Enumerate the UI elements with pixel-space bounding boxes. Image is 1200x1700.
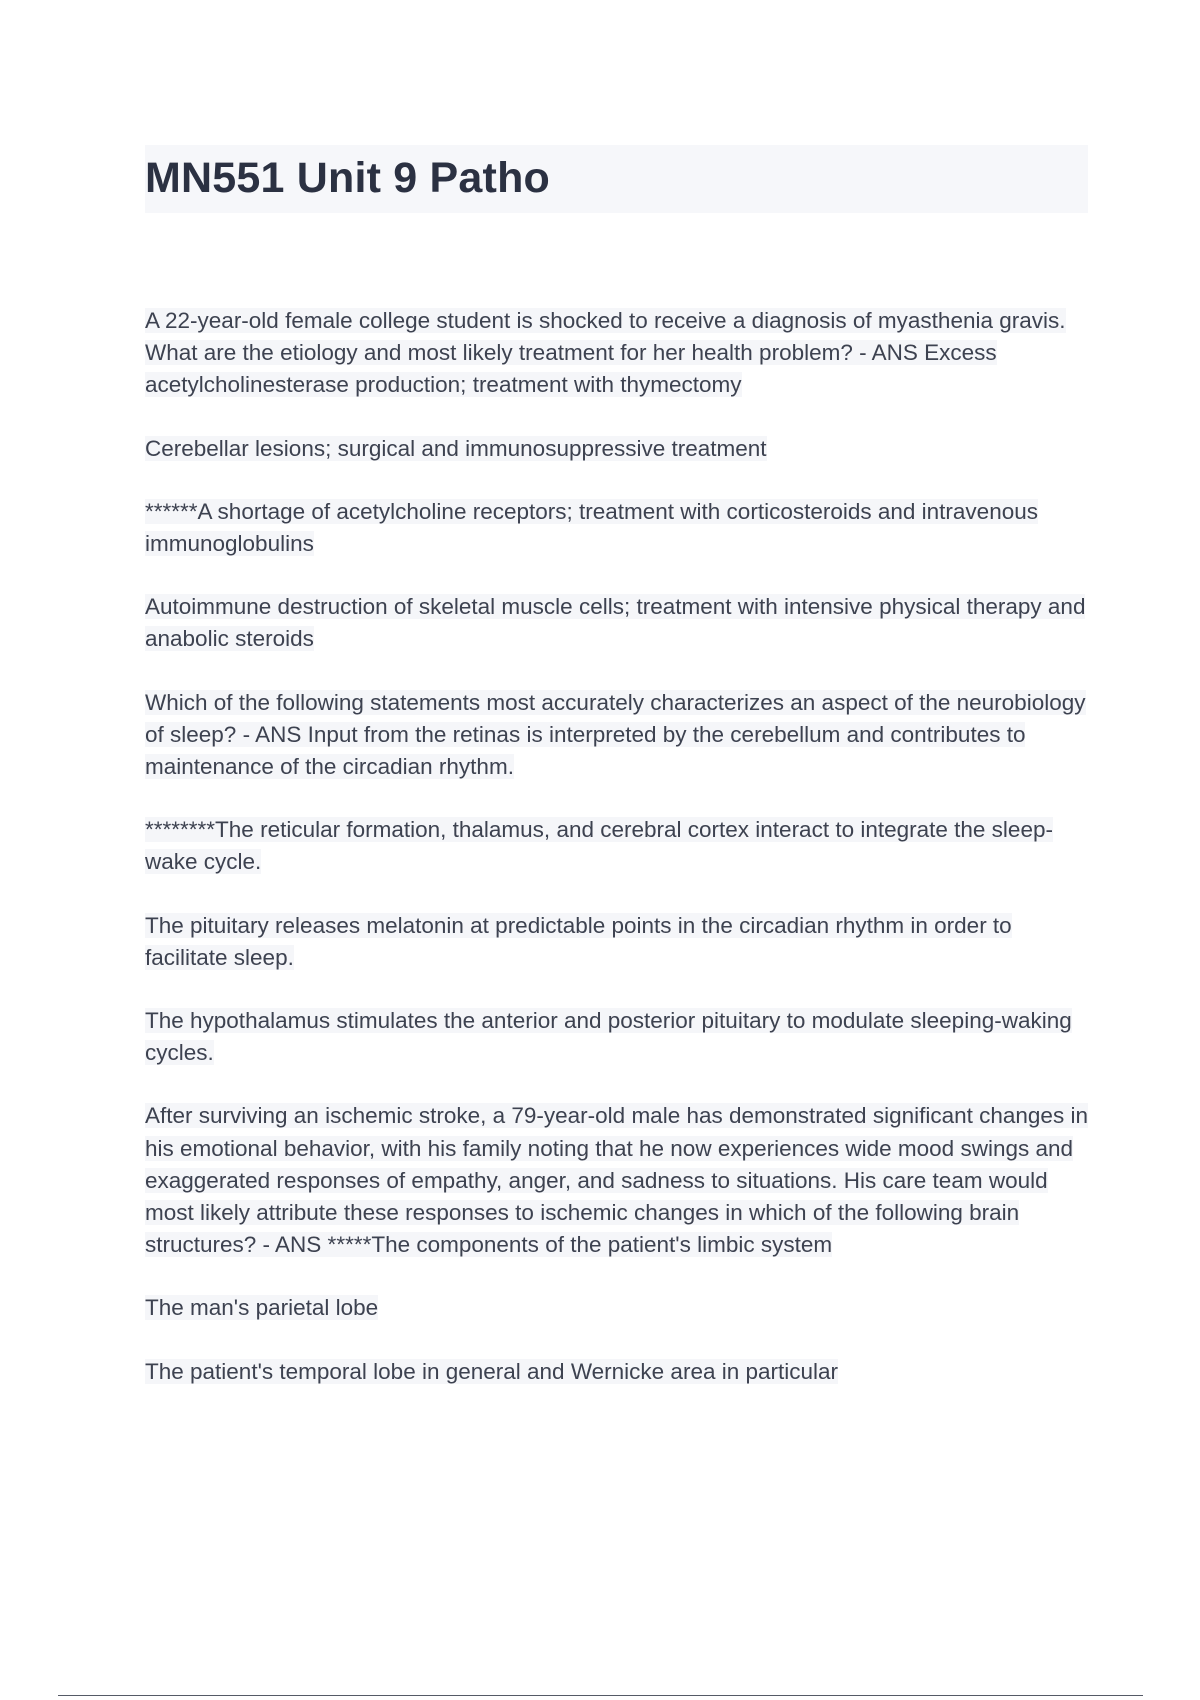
- question-1: A 22-year-old female college student is shocked to receive a diagnosis of myasthenia gravis. What are the etiology and most likely treatment for her health problem? - ANS Excess acetylcholinesterase production; treatment with thymectomy: [145, 308, 1066, 398]
- answer-option-1d: Autoimmune destruction of skeletal muscle cells; treatment with intensive physical therapy and anabolic steroids: [145, 594, 1086, 652]
- question-2: Which of the following statements most accurately characterizes an aspect of the neurobiology of sleep? - ANS Input from the retinas is interpreted by the cerebellum and contributes to maintenance of the circadian rhythm.: [145, 689, 1086, 780]
- answer-option-1b: Cerebellar lesions; surgical and immunosuppressive treatment: [145, 435, 767, 461]
- answer-option-2b: ********The reticular formation, thalamus, and cerebral cortex interact to integrate the sleep-wake cycle.: [145, 817, 1053, 875]
- footer-divider: [58, 1695, 1143, 1696]
- answer-option-2d: The hypothalamus stimulates the anterior and posterior pituitary to modulate sleeping-waking cycles.: [145, 1008, 1072, 1066]
- page-title: MN551 Unit 9 Patho: [145, 154, 551, 202]
- answer-option-1c: ******A shortage of acetylcholine receptors; treatment with corticosteroids and intravenous immunoglobulins: [145, 498, 1038, 557]
- document-body: [145, 305, 1090, 1419]
- answer-option-2c: The pituitary releases melatonin at predictable points in the circadian rhythm in order to facilitate sleep.: [145, 912, 1012, 970]
- answer-option-3b: The man's parietal lobe: [145, 1295, 379, 1321]
- answer-option-3c: The patient's temporal lobe in general and Wernicke area in particular: [145, 1358, 839, 1384]
- title-band: [145, 145, 1088, 213]
- question-3: After surviving an ischemic stroke, a 79-year-old male has demonstrated significant changes in his emotional behavior, with his family noting that he now experiences wide mood swings and exaggerated responses of empathy, anger, and sadness to situations. His care team would most likely attribute these responses to ischemic changes in which of the following brain structures? - ANS *****The components of the patient's limbic system: [145, 1103, 1088, 1258]
